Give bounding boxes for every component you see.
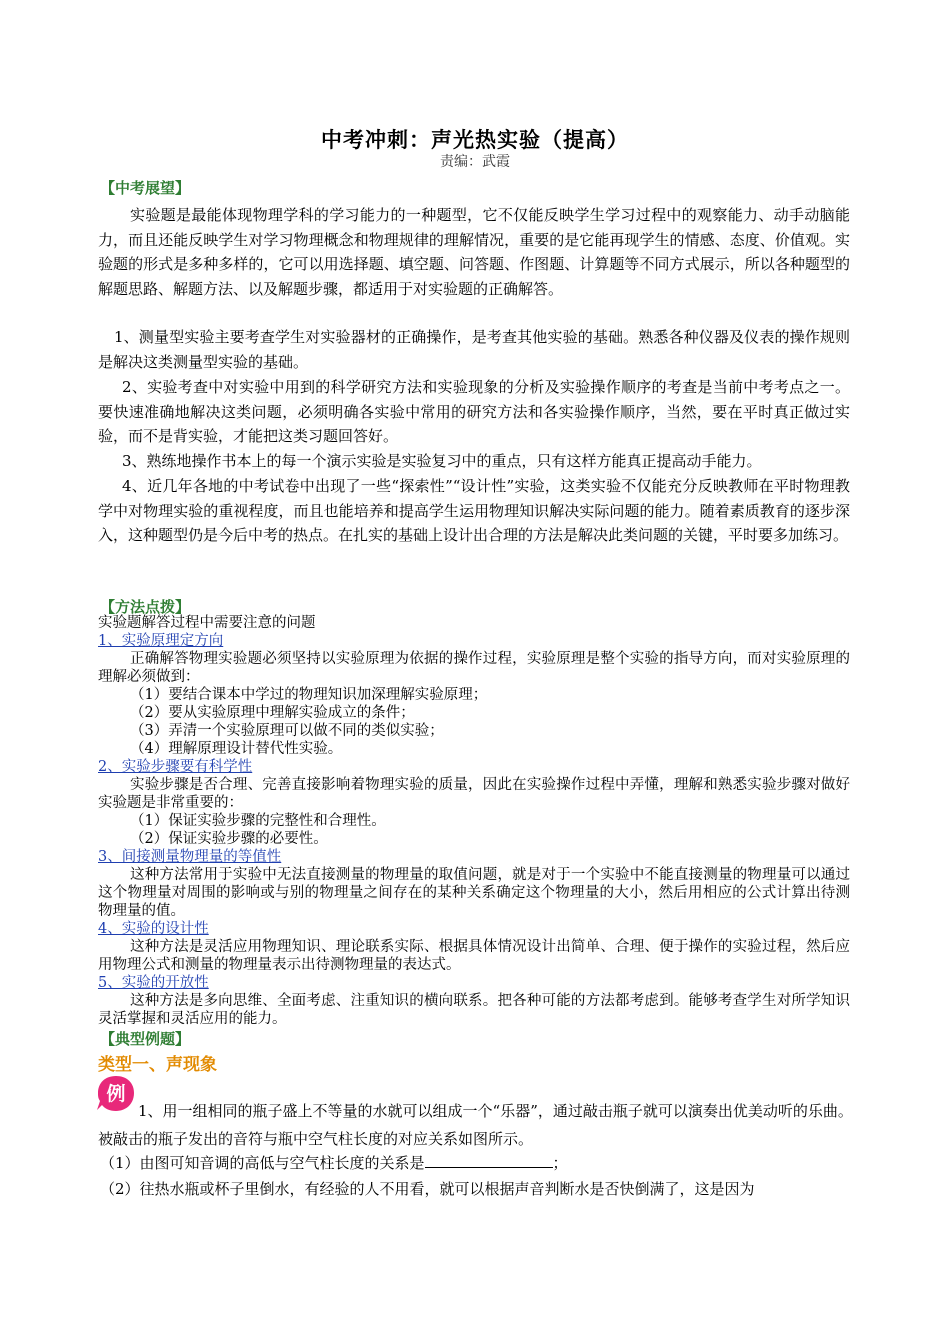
method-subtitle-2: 2、实验步骤要有科学性 bbox=[98, 759, 253, 775]
outlook-heading: 【中考展望】 bbox=[100, 179, 191, 197]
method-subtitle-5: 5、实验的开放性 bbox=[98, 975, 209, 991]
outlook-point-1: 1、测量型实验主要考查学生对实验器材的正确操作，是考查其他实验的基础。熟悉各种仪器及仪表的操作规则是解决这类测量型实验的基础。 bbox=[98, 328, 850, 371]
outlook-point-2: 2、实验考查中对实验中用到的科学研究方法和实验现象的分析及实验操作顺序的考查是当前中考考点之一。要快速准确地解决这类问题，必须明确各实验中常用的研究方法和各实验操作顺序，当然，要在平时真正做过实验，而不是背实验，才能把这类习题回答好。 bbox=[98, 378, 850, 445]
type-heading: 类型一、声现象 bbox=[98, 1055, 217, 1075]
page-title: 中考冲刺：声光热实验（提高） bbox=[321, 127, 629, 152]
badge-label: 例 bbox=[106, 1083, 126, 1105]
outlook-intro: 实验题是最能体现物理学科的学习能力的一种题型，它不仅能反映学生学习过程中的观察能力、动手动脑能力，而且还能反映学生对学习物理概念和物理规律的理解情况，重要的是它能再现学生的情感、态度、价值观。实验题的形式是多种多样的，它可以用选择题、填空题、问答题、作图题、计算题等不同方式展示，所以各种题型的解题思路、解题方法、以及解题步骤，都适用于对实验题的正确解答。 bbox=[98, 206, 850, 298]
list-item: （1）要结合课本中学过的物理知识加深理解实验原理； bbox=[130, 687, 488, 703]
method-heading: 【方法点拨】 bbox=[100, 598, 191, 616]
list-item: （1）保证实验步骤的完整性和合理性。 bbox=[130, 813, 386, 829]
list-item: （2）要从实验原理中理解实验成立的条件； bbox=[130, 705, 415, 721]
answer-blank[interactable] bbox=[425, 1151, 553, 1168]
question-1-part-a-end: ； bbox=[552, 1154, 568, 1172]
outlook-point-3: 3、熟练地操作书本上的每一个演示实验是实验复习中的重点，只有这样方能真正提高动手能力。 bbox=[122, 452, 762, 470]
question-1: 1、用一组相同的瓶子盛上不等量的水就可以组成一个“乐器”，通过敲击瓶子就可以演奏出优美动听的乐曲。被敲击的瓶子发出的音符与瓶中空气柱长度的对应关系如图所示。 bbox=[98, 1102, 853, 1148]
list-item: （4）理解原理设计替代性实验。 bbox=[130, 741, 343, 757]
method-text-4: 这种方法是灵活应用物理知识、理论联系实际、根据具体情况设计出简单、合理、便于操作的实验过程，然后应用物理公式和测量的物理量表示出待测物理量的表达式。 bbox=[98, 939, 850, 973]
question-1-part-a bbox=[100, 1149, 855, 1177]
author-line: 责编：武霞 bbox=[440, 154, 510, 170]
method-subtitle-3: 3、间接测量物理量的等值性 bbox=[98, 849, 282, 865]
examples-heading: 【典型例题】 bbox=[100, 1030, 191, 1048]
method-text-1: 正确解答物理实验题必须坚持以实验原理为依据的操作过程，实验原理是整个实验的指导方向，而对实验原理的理解必须做到： bbox=[98, 651, 850, 685]
method-text-5: 这种方法是多向思维、全面考虑、注重知识的横向联系。把各种可能的方法都考虑到。能够考查学生对所学知识灵活掌握和灵活应用的能力。 bbox=[98, 993, 850, 1027]
question-1-part-b: （2）往热水瓶或杯子里倒水，有经验的人不用看，就可以根据声音判断水是否快倒满了，这是因为 bbox=[100, 1180, 755, 1198]
method-text-2: 实验步骤是否合理、完善直接影响着物理实验的质量，因此在实验操作过程中弄懂，理解和熟悉实验步骤对做好实验题是非常重要的： bbox=[98, 777, 850, 811]
method-subtitle-1: 1、实验原理定方向 bbox=[98, 633, 224, 649]
list-item: （3）弄清一个实验原理可以做不同的类似实验； bbox=[130, 723, 444, 739]
question-1-part-a-text: （1）由图可知音调的高低与空气柱长度的关系是 bbox=[100, 1154, 425, 1172]
method-text-3: 这种方法常用于实验中无法直接测量的物理量的取值问题，就是对于一个实验中不能直接测量的物理量可以通过这个物理量对周围的影响或与别的物理量之间存在的某种关系确定这个物理量的大小，然后用相应的公式计算出待测物理量的值。 bbox=[98, 867, 850, 919]
list-item: （2）保证实验步骤的必要性。 bbox=[130, 831, 328, 847]
outlook-point-4: 4、近几年各地的中考试卷中出现了一些“探索性”“设计性”实验，这类实验不仅能充分反映教师在平时物理教学中对物理实验的重视程度，而且也能培养和提高学生运用物理知识解决实际问题的能力。随着素质教育的逐步深入，这种题型仍是今后中考的热点。在扎实的基础上设计出合理的方法是解决此类问题的关键，平时要多加练习。 bbox=[98, 477, 850, 544]
method-lead: 实验题解答过程中需要注意的问题 bbox=[98, 615, 316, 631]
method-subtitle-4: 4、实验的设计性 bbox=[98, 921, 209, 937]
